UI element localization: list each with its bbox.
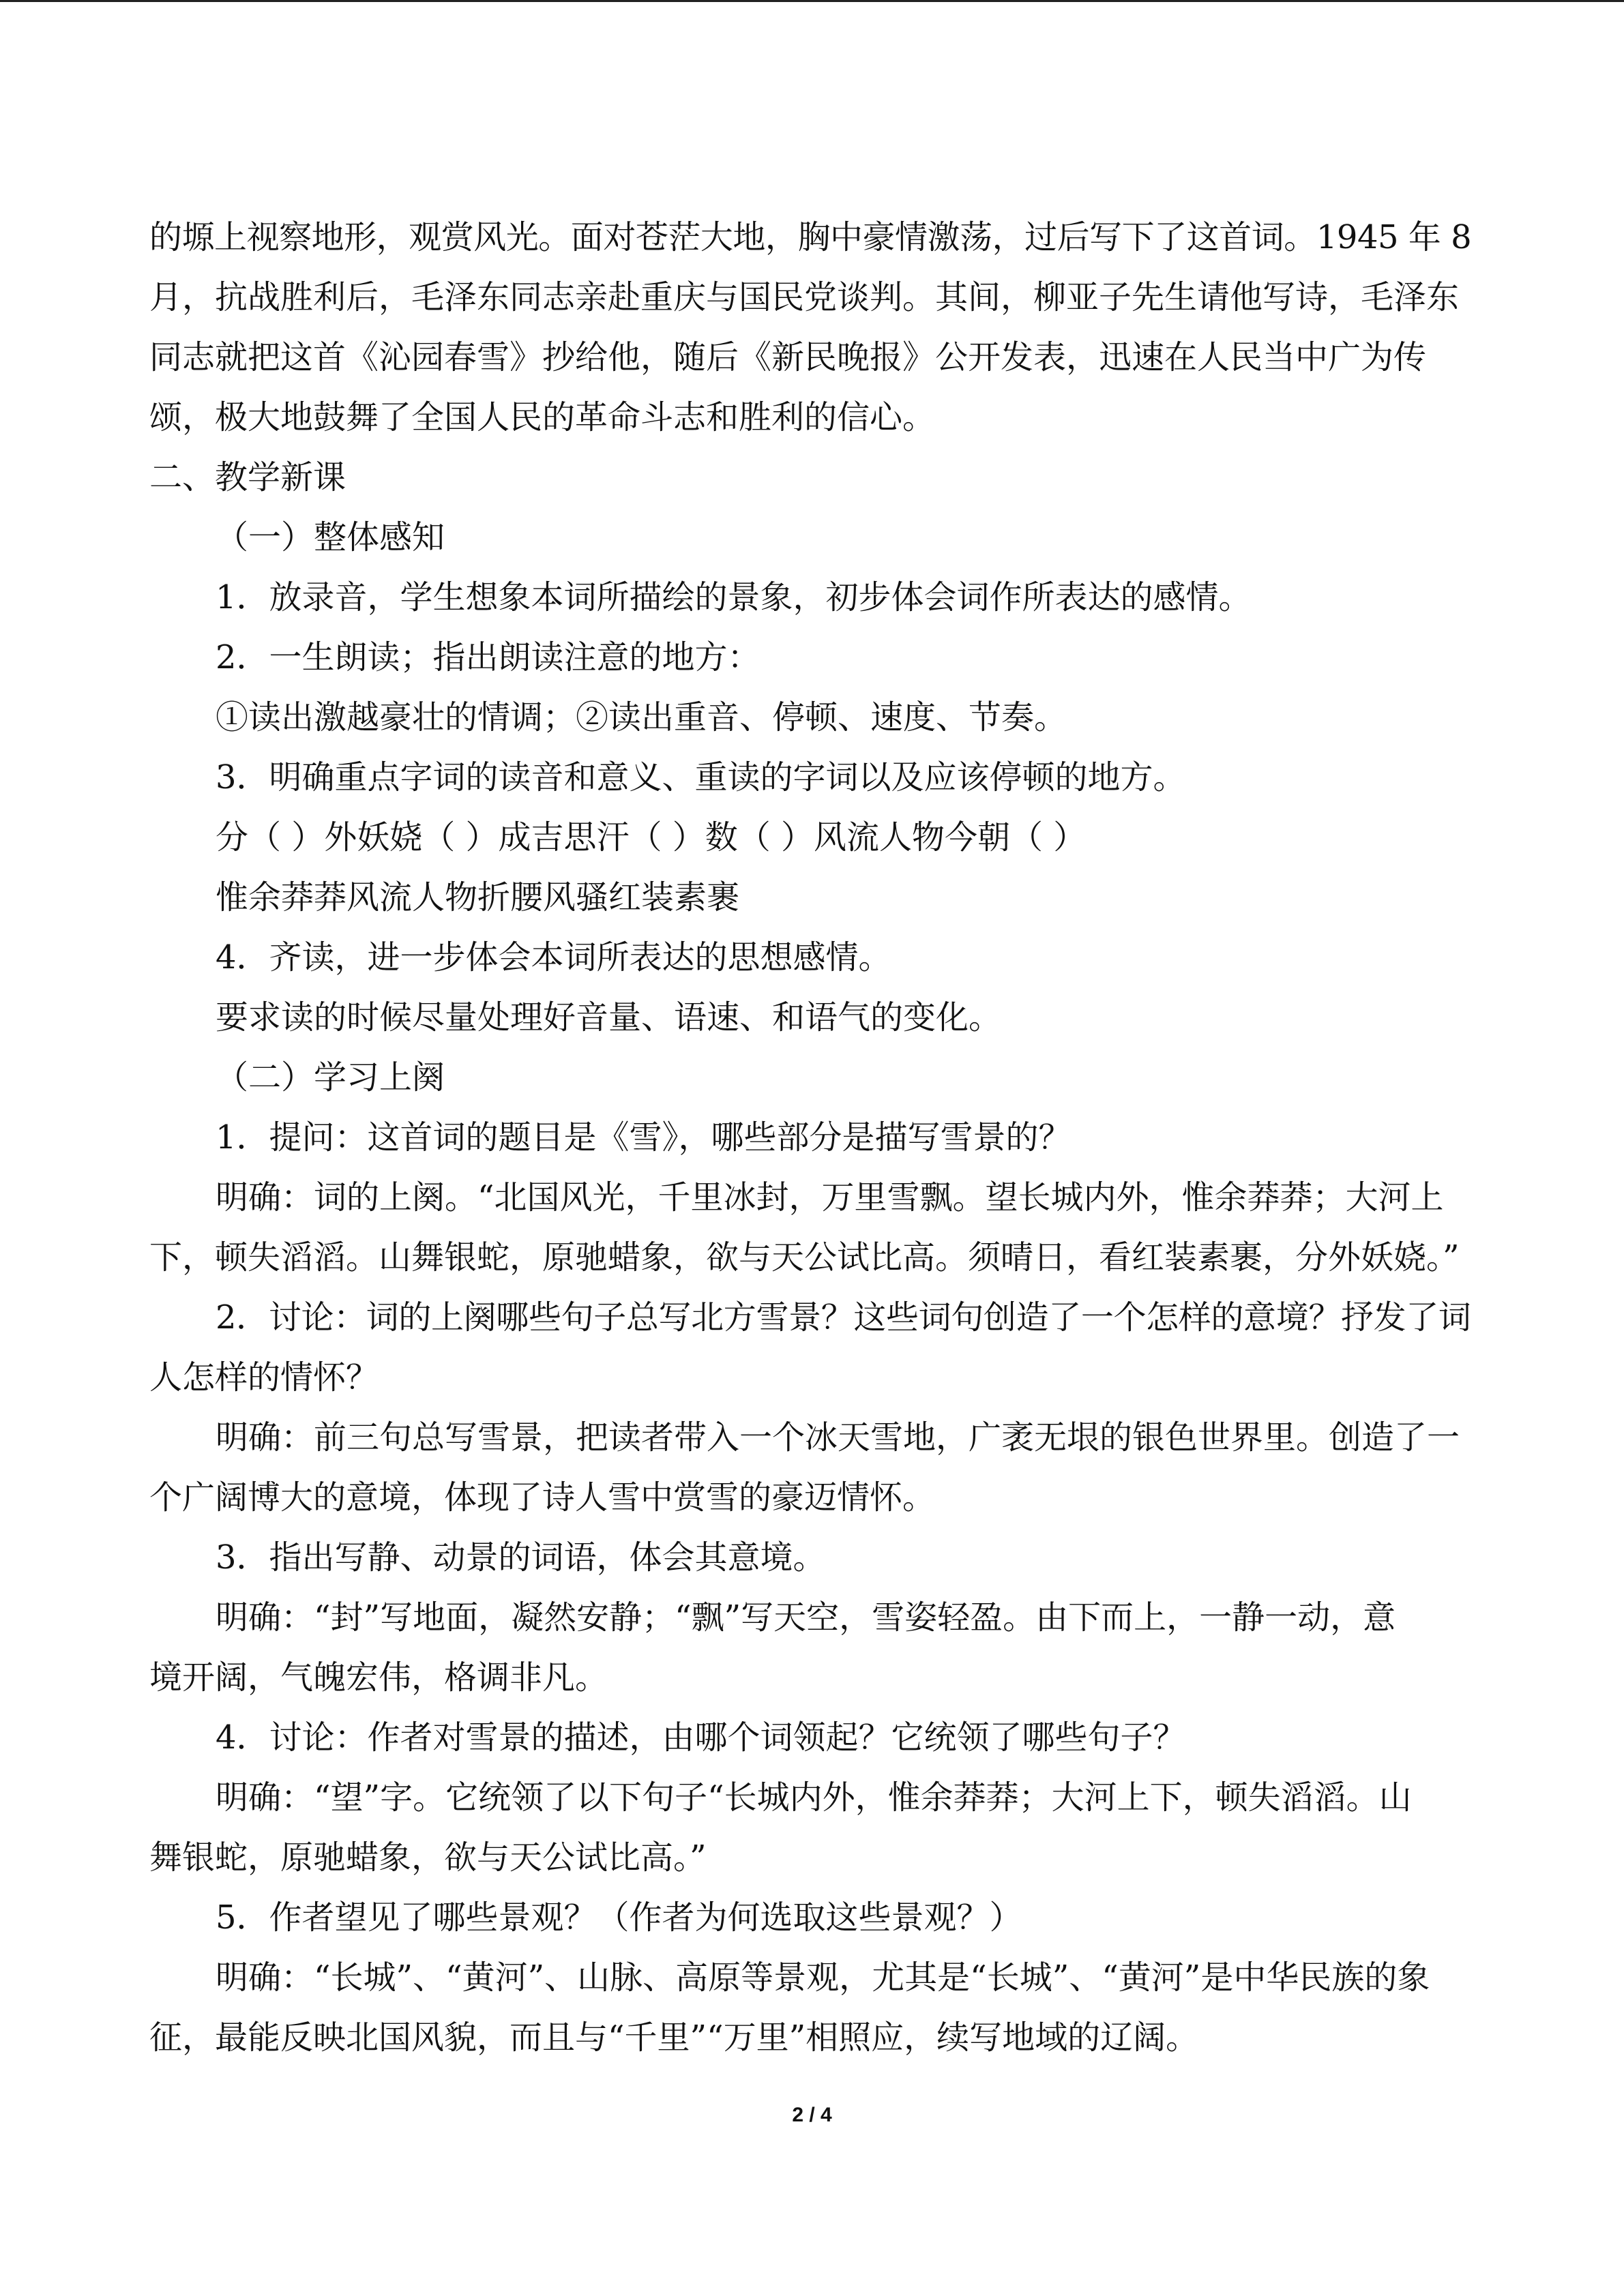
answer-text-continued: 个广阔博大的意境，体现了诗人雪中赏雪的豪迈情怀。 bbox=[149, 1478, 936, 1517]
answer-text-continued: 境开阔，气魄宏伟，格调非凡。 bbox=[149, 1658, 608, 1697]
answer-text: 明确：词的上阕。“北国风光，千里冰封，万里雪飘。望长城内外，惟余莽莽；大河上 bbox=[216, 1178, 1444, 1217]
document-body bbox=[149, 207, 1473, 2068]
subsection-heading: （二）学习上阕 bbox=[216, 1058, 445, 1097]
question-item: 4．讨论：作者对雪景的描述，由哪个词领起？它统领了哪些句子？ bbox=[216, 1718, 1186, 1757]
question-item-continued: 人怎样的情怀？ bbox=[149, 1358, 379, 1397]
question-item: 3．指出写静、动景的词语，体会其意境。 bbox=[216, 1538, 826, 1577]
answer-text: 明确：“封”写地面，凝然安静；“飘”写天空，雪姿轻盈。由下而上，一静一动，意 bbox=[216, 1598, 1396, 1637]
answer-text: 明确：“长城”、“黄河”、山脉、高原等景观，尤其是“长城”、“黄河”是中华民族的象 bbox=[216, 1958, 1430, 1997]
vocabulary-list: 惟余莽莽风流人物折腰风骚红装素裹 bbox=[216, 878, 740, 916]
answer-text-continued: 舞银蛇，原驰蜡象，欲与天公试比高。” bbox=[149, 1838, 707, 1877]
intro-paragraph-line: 月，抗战胜利后，毛泽东同志亲赴重庆与国民党谈判。其间，柳亚子先生请他写诗，毛泽东 bbox=[149, 278, 1460, 316]
question-item: 2．讨论：词的上阕哪些句子总写北方雪景？这些词句创造了一个怎样的意境？抒发了词 bbox=[216, 1298, 1471, 1337]
step-item: 3．明确重点字词的读音和意义、重读的字词以及应该停顿的地方。 bbox=[216, 758, 1186, 796]
subsection-heading: （一）整体感知 bbox=[216, 518, 445, 556]
answer-text: 明确：“望”字。它统领了以下句子“长城内外，惟余莽莽；大河上下，顿失滔滔。山 bbox=[216, 1778, 1412, 1817]
step-item: 4．齐读，进一步体会本词所表达的思想感情。 bbox=[216, 938, 891, 976]
intro-paragraph-line: 颂，极大地鼓舞了全国人民的革命斗志和胜利的信心。 bbox=[149, 398, 936, 436]
pronunciation-exercise: 分（ ）外妖娆（ ）成吉思汗（ ）数（ ）风流人物今朝（ ） bbox=[216, 818, 1087, 856]
page-number: 2 / 4 bbox=[792, 2104, 832, 2126]
intro-paragraph-line: 的塬上视察地形，观赏风光。面对苍茫大地，胸中豪情激荡，过后写下了这首词。1945 年 8 bbox=[149, 218, 1472, 256]
step-note: 要求读的时候尽量处理好音量、语速、和语气的变化。 bbox=[216, 998, 1002, 1037]
intro-paragraph-line: 同志就把这首《沁园春雪》抄给他，随后《新民晚报》公开发表，迅速在人民当中广为传 bbox=[149, 338, 1427, 376]
question-item: 5．作者望见了哪些景观？（作者为何选取这些景观？） bbox=[216, 1898, 1022, 1937]
answer-text-continued: 征，最能反映北国风貌，而且与“千里”“万里”相照应，续写地域的辽阔。 bbox=[149, 2018, 1199, 2057]
answer-text: 明确：前三句总写雪景，把读者带入一个冰天雪地，广袤无垠的银色世界里。创造了一 bbox=[216, 1418, 1460, 1457]
question-item: 1．提问：这首词的题目是《雪》，哪些部分是描写雪景的？ bbox=[216, 1118, 1072, 1157]
reading-notes: ①读出激越豪壮的情调；②读出重音、停顿、速度、节奏。 bbox=[216, 698, 1067, 736]
page-top-border bbox=[0, 0, 1624, 2]
step-item: 1．放录音，学生想象本词所描绘的景象，初步体会词作所表达的感情。 bbox=[216, 578, 1252, 616]
answer-text-continued: 下，顿失滔滔。山舞银蛇，原驰蜡象，欲与天公试比高。须晴日，看红装素裹，分外妖娆。” bbox=[149, 1238, 1460, 1277]
section-heading: 二、教学新课 bbox=[149, 458, 346, 496]
step-item: 2．一生朗读；指出朗读注意的地方： bbox=[216, 638, 761, 676]
